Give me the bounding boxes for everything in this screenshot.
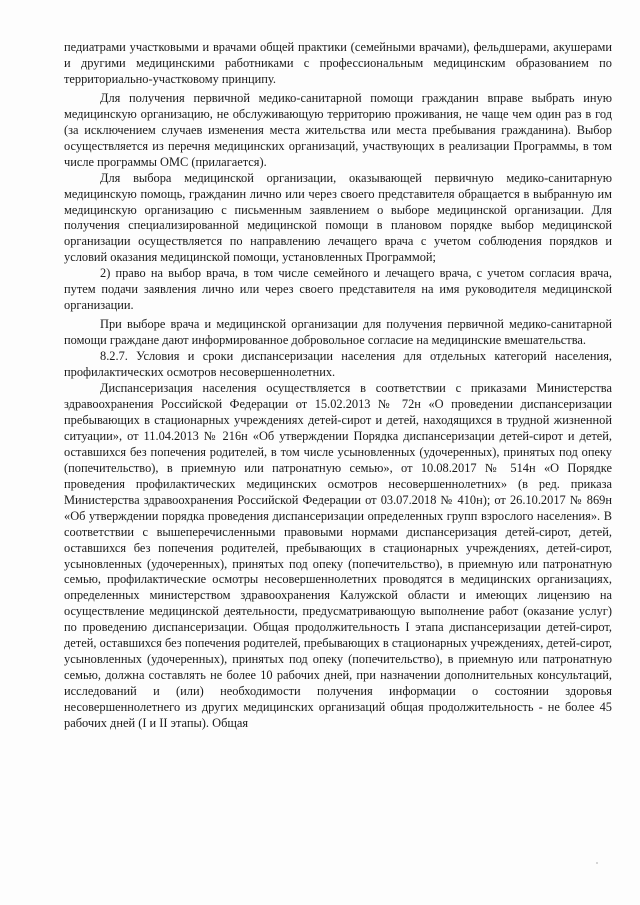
- paragraph-dispensarization: Диспансеризация населения осуществляется в соответствии с приказами Министерства здравоохранения Российской Федерации от 15.02.2013 № 72н «О проведении диспансеризации пребывающих в стационарных учреждениях детей-сирот и детей, находящихся в трудной жизненной ситуации», от 11.04.2013 № 216н «Об утверждении Порядка диспансеризации детей-сирот и детей, оставшихся без попечения родителей, в том числе усыновленных (удочеренных), принятых под опеку (попечительство), в приемную или патронатную семью», от 10.08.2017 № 514н «О Порядке проведения профилактических медицинских осмотров несовершеннолетних» (в ред. приказа Министерства здравоохранения Российской Федерации от 03.07.2018 № 410н); от 26.10.2017 № 869н «Об утверждении порядка проведения диспансеризации определенных групп взрослого населения». В соответствии с вышеперечисленными правовыми нормами диспансеризация детей-сирот, детей, оставшихся без попечения родителей, пребывающих в стационарных учреждениях, детей-сирот, усыновленных (удочеренных), принятых под опеку (попечительство), в приемную или патронатную семью, профилактические осмотры несовершеннолетних проводятся в медицинских организациях, определенных министерством здравоохранения Калужской области и имеющих лицензию на осуществление медицинской деятельности, предусматривающую выполнение работ (оказание услуг) по проведению диспансеризации. Общая продолжительность I этапа диспансеризации детей-сирот, детей, оставшихся без попечения родителей, пребывающих в стационарных учреждениях, детей-сирот, усыновленных (удочеренных), принятых под опеку (попечительство), в приемную или патронатную семью, должна составлять не более 10 рабочих дней, при назначении дополнительных консультаций, исследований и (или) необходимости получения информации о состоянии здоровья несовершеннолетнего из других медицинских организаций общая продолжительность - не более 45 рабочих дней (I и II этапы). Общая: [64, 381, 612, 731]
- paragraph-informed-consent: При выборе врача и медицинской организации для получения первичной медико-санитарной помощи граждане дают информированное добровольное согласие на медицинские вмешательства.: [64, 317, 612, 348]
- document-body: [64, 40, 612, 732]
- paragraph-right-to-choose-doctor: 2) право на выбор врача, в том числе семейного и лечащего врача, с учетом согласия врача, путем подачи заявления лично или через своего представителя на имя руководителя медицинской организации.: [64, 266, 612, 313]
- scan-speck: [596, 862, 598, 864]
- paragraph-application-procedure: Для выбора медицинской организации, оказывающей первичную медико-санитарную медицинскую помощь, гражданин лично или через своего представителя обращается в выбранную им медицинскую организацию с письменным заявлением о выборе медицинской организации. Для получения специализированной медицинской помощи в плановом порядке выбор медицинской организации осуществляется по направлению лечащего врача с учетом соблюдения порядков и условий оказания медицинской помощи, установленных Программой;: [64, 170, 612, 265]
- section-heading-8-2-7: 8.2.7. Условия и сроки диспансеризации населения для отдельных категорий населения, профилактических осмотров несовершеннолетних.: [64, 349, 612, 380]
- paragraph-continuation: педиатрами участковыми и врачами общей практики (семейными врачами), фельдшерами, акушерами и другими медицинскими работниками с профессиональным медицинским образованием по территориально-участковому принципу.: [64, 40, 612, 86]
- paragraph-choice-of-organization: Для получения первичной медико-санитарной помощи гражданин вправе выбрать иную медицинскую организацию, не обслуживающую территорию проживания, не чаще чем один раз в год (за исключением случаев изменения места жительства или места пребывания гражданина). Выбор осуществляется из перечня медицинских организаций, участвующих в реализации Программы, в том числе программы ОМС (прилагается).: [64, 90, 612, 169]
